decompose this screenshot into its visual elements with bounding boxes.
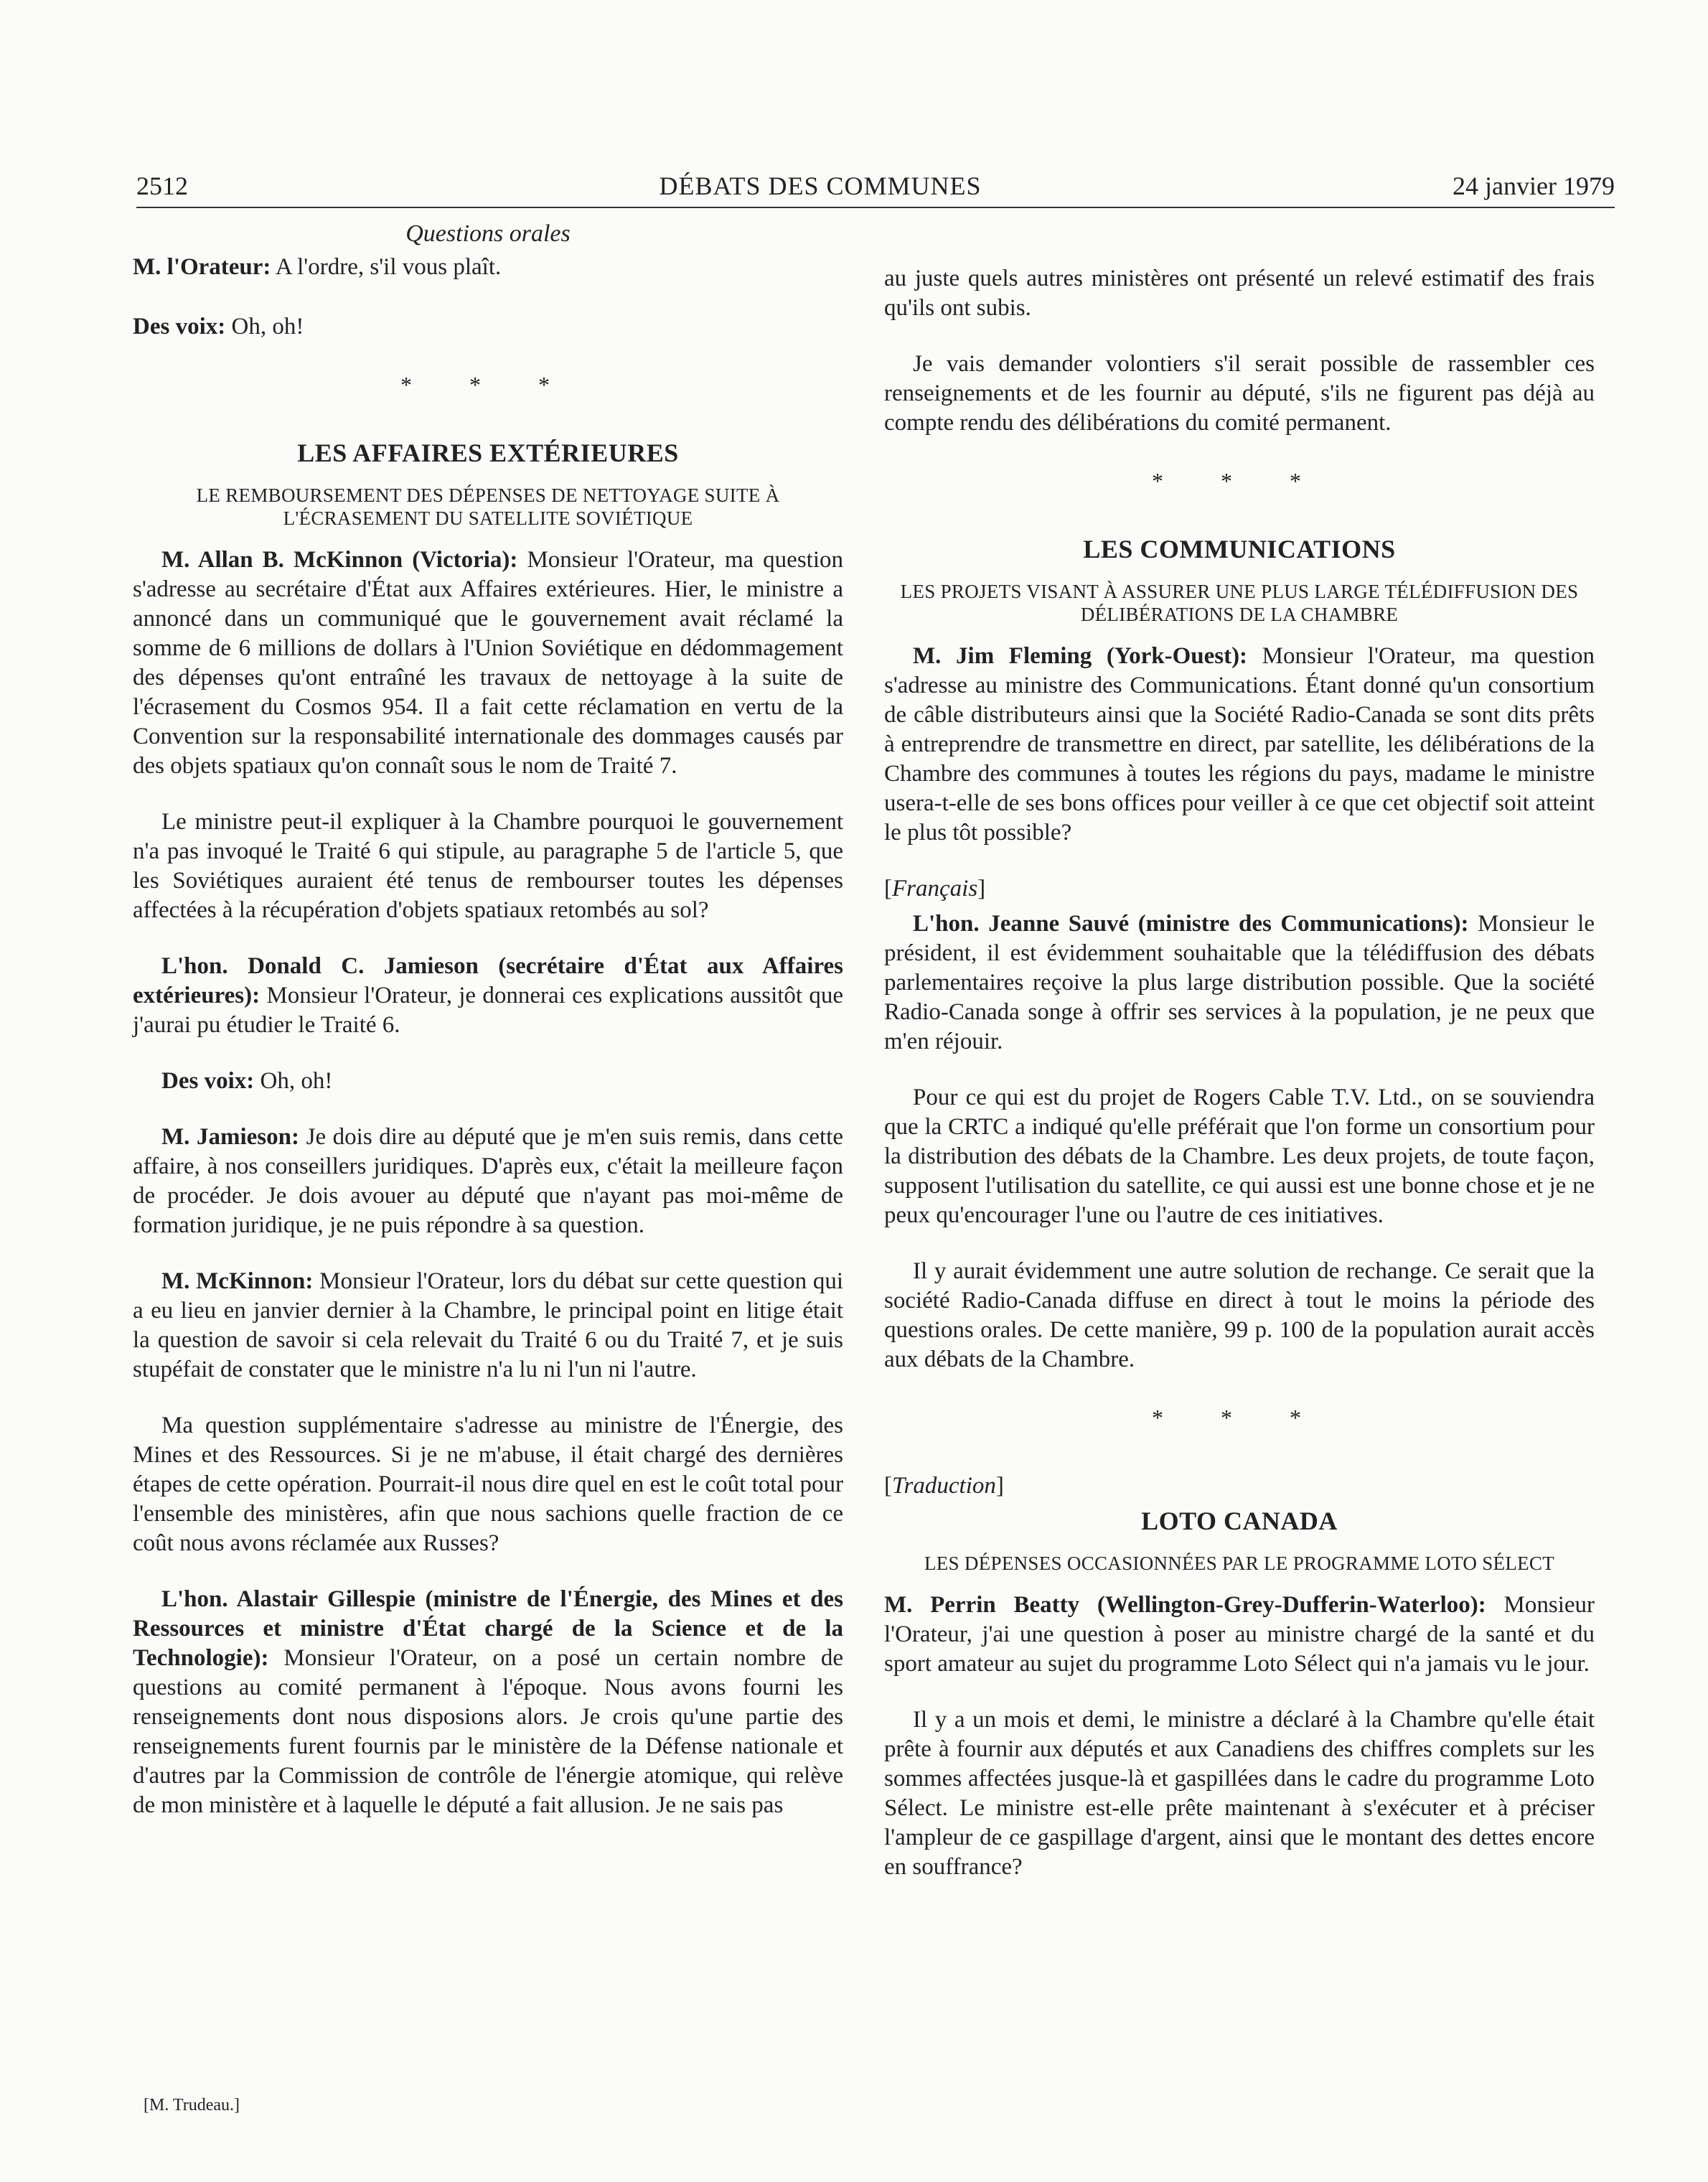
speech-text: Monsieur l'Orateur, lors du débat sur cette question qui a eu lieu en janvier dernier à la Chambre, le principal point en litige était la question de savoir si cela relevait du Traité 6 ou du Traité 7, et je suis stupéfait de constater que le ministre n'a lu ni l'un ni l'autre. [133, 1268, 844, 1382]
paragraph [133, 952, 843, 1040]
paragraph [133, 1267, 843, 1385]
paragraph: Pour ce qui est du projet de Rogers Cable T.V. Ltd., on se souviendra que la CRTC a indiqué qu'elle préférait que l'on forme un consortium pour la distribution des débats de la Chambre. Les deux projets, de toute façon, supposent l'utilisation du satellite, ce qui aussi est une bonne chose et je ne peux qu'encourager l'une ou l'autre de ces initiatives. [884, 1085, 1595, 1228]
section-subheading: LES PROJETS VISANT À ASSURER UNE PLUS LARGE TÉLÉDIFFUSION DES DÉLIBÉRATIONS DE LA CHAMBRE [900, 581, 1579, 625]
speaker-name: M. l'Orateur: [133, 254, 271, 280]
paragraph [133, 253, 843, 282]
paragraph: Ma question supplémentaire s'adresse au ministre de l'Énergie, des Mines et des Ressources. Si je ne m'abuse, il était chargé des dernières étapes de cette opération. Pourrait-il nous dire quel en est le coût total pour l'ensemble des ministères, afin que nous sachions quelle fraction de ce coût nous avons réclamée aux Russes? [133, 1413, 843, 1556]
paragraph: Le ministre peut-il expliquer à la Chambre pourquoi le gouvernement n'a pas invoqué le Traité 6 qui stipule, au paragraphe 5 de l'article 5, que les Soviétiques auraient été tenus de rembourser toutes les dépenses affectées à la récupération d'objets spatiaux retombés au sol? [133, 809, 843, 923]
paragraph [133, 312, 843, 342]
section-separator: * * * [1152, 468, 1327, 494]
paragraph [133, 1585, 843, 1820]
speaker-name: M. Perrin Beatty (Wellington-Grey-Dufferin-Waterloo): [884, 1592, 1486, 1618]
speech-text: Monsieur l'Orateur, ma question s'adresse au ministre des Communications. Étant donné qu'un consortium de câble distributeurs ainsi que la Société Radio-Canada se sont dits prêts à entreprendre de transmettre en direct, par satellite, les délibérations de la Chambre des communes à toutes les régions du pays, madame le ministre usera-t-elle de ses bons offices pour veiller à ce que cet objectif soit atteint le plus tôt possible? [884, 643, 1595, 846]
paragraph [133, 546, 843, 781]
paragraph [133, 1123, 843, 1240]
section-heading: LES AFFAIRES EXTÉRIEURES [297, 439, 679, 467]
section-heading: LOTO CANADA [1141, 1507, 1338, 1535]
speech-text: Monsieur l'Orateur, on a posé un certain nombre de questions au comité permanent à l'époque. Nous avons fourni les renseignements dont nous disposions alors. Je crois qu'une partie des renseignements furent fournis par le ministère de la Défense nationale et d'autres par la Commission de contrôle de l'énergie atomique, qui relève de mon ministère et à laquelle le député a fait allusion. Je ne sais pas [133, 1645, 843, 1818]
page-number: 2512 [136, 172, 188, 200]
paragraph: Je vais demander volontiers s'il serait possible de rassembler ces renseignements et de les fournir au député, s'ils ne figurent pas déjà au compte rendu des délibérations du comité permanent. [884, 351, 1595, 436]
publication-date: 24 janvier 1979 [1453, 172, 1615, 200]
left-column [133, 219, 843, 1847]
paragraph: Il y aurait évidemment une autre solution de rechange. Ce serait que la société Radio-Canada diffuse en direct à tout le moins la période des questions orales. De cette manière, 99 p. 100 de la population aurait accès aux débats de la Chambre. [884, 1258, 1595, 1372]
language-marker: [Traduction] [884, 1473, 1004, 1499]
section-label: Questions orales [405, 220, 571, 247]
paragraph: au juste quels autres ministères ont présenté un relevé estimatif des frais qu'ils ont subis. [884, 266, 1595, 321]
speaker-name: Des voix: [161, 1068, 255, 1094]
speaker-name: L'hon. Alastair Gillespie (ministre de l'Énergie, des Mines et des Ressources et ministre d'État chargé de la Science et de la Technologie): [133, 1586, 843, 1671]
section-separator: * * * [1152, 1405, 1327, 1431]
language-marker: [Français] [884, 876, 986, 902]
section-heading: LES COMMUNICATIONS [1083, 535, 1396, 563]
paragraph [884, 642, 1595, 848]
speech-text: Oh, oh! [225, 314, 304, 340]
speech-text: Monsieur l'Orateur, je donnerai ces explications aussitôt que j'aurai pu étudier le Traité 6. [133, 983, 843, 1038]
paragraph [884, 909, 1595, 1057]
speech-text: Oh, oh! [254, 1068, 333, 1094]
speaker-name: L'hon. Donald C. Jamieson (secrétaire d'État aux Affaires extérieures): [133, 953, 843, 1008]
page-header [136, 165, 1615, 208]
paragraph [884, 1591, 1595, 1679]
paragraph [133, 1067, 843, 1096]
speaker-name: Des voix: [133, 314, 226, 340]
speaker-name: M. Allan B. McKinnon (Victoria): [161, 547, 518, 573]
section-separator: * * * [400, 372, 576, 398]
footer-note: [M. Trudeau.] [144, 2096, 240, 2115]
speaker-name: M. McKinnon: [161, 1268, 314, 1294]
speaker-name: L'hon. Jeanne Sauvé (ministre des Communications): [913, 911, 1469, 937]
speech-text: Monsieur l'Orateur, j'ai une question à poser au ministre chargé de la santé et du sport amateur au sujet du programme Loto Sélect qui n'a jamais vu le jour. [884, 1592, 1595, 1677]
speaker-name: M. Jamieson: [161, 1124, 299, 1150]
speaker-name: M. Jim Fleming (York-Ouest): [913, 643, 1248, 669]
publication-title: DÉBATS DES COMMUNES [659, 172, 982, 200]
speech-text: Je dois dire au député que je m'en suis remis, dans cette affaire, à nos conseillers juridiques. D'après eux, c'était la meilleure façon de procéder. Je dois avouer au député que n'ayant pas moi-même de formation juridique, je ne puis répondre à sa question. [133, 1124, 844, 1238]
speech-text: A l'ordre, s'il vous plaît. [271, 254, 502, 280]
paragraph: Il y a un mois et demi, le ministre a déclaré à la Chambre qu'elle était prête à fournir aux députés et aux Canadiens des chiffres complets sur les sommes affectées jusque-là et gaspillées dans le cadre du programme Loto Sélect. Le ministre est-elle prête maintenant à s'exécuter et à préciser l'ampleur de ce gaspillage d'argent, ainsi que le montant des dettes encore en souffrance? [884, 1707, 1595, 1880]
speech-text: Monsieur le président, il est évidemment souhaitable que la télédiffusion des débats parlementaires reçoive la plus large distribution possible. Que la société Radio-Canada songe à offrir ses services à la population, je ne peux que m'en réjouir. [884, 911, 1595, 1054]
speech-text: Monsieur l'Orateur, ma question s'adresse au secrétaire d'État aux Affaires extérieures. Hier, le ministre a annoncé dans un communiqué que le gouvernement avait réclamé la somme de 6 millions de dollars à l'Union Soviétique en dédommagement des dépenses qu'ont entraîné les travaux de nettoyage à la suite de l'écrasement du Cosmos 954. Il a fait cette réclamation en vertu de la Convention sur la responsabilité internationale des dommages causés par des objets spatiaux qu'on connaît sous le nom de Traité 7. [133, 547, 844, 779]
section-subheading: LES DÉPENSES OCCASIONNÉES PAR LE PROGRAMME LOTO SÉLECT [924, 1553, 1555, 1574]
section-subheading: LE REMBOURSEMENT DES DÉPENSES DE NETTOYAGE SUITE À L'ÉCRASEMENT DU SATELLITE SOVIÉTIQUE [196, 484, 780, 529]
right-column [884, 264, 1595, 1909]
